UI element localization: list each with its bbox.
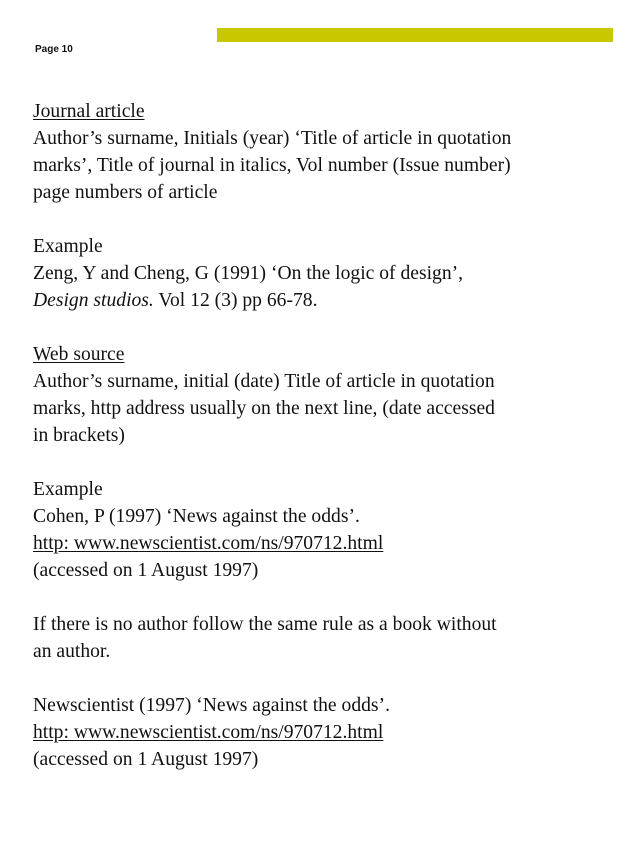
no-author-rule-line: an author. <box>33 641 111 662</box>
web-example-accessed: (accessed on 1 August 1997) <box>33 560 259 581</box>
header-accent-bar <box>217 28 613 42</box>
journal-rule-line: page numbers of article <box>33 182 218 203</box>
journal-example-label: Example <box>33 236 103 257</box>
journal-article-heading: Journal article <box>33 101 145 122</box>
web-rule-line: Author’s surname, initial (date) Title of article in quotation <box>33 371 495 392</box>
journal-example-citation-cont <box>33 287 618 314</box>
no-author-section <box>33 611 618 773</box>
web-example-label: Example <box>33 479 103 500</box>
journal-example-citation: Zeng, Y and Cheng, G (1991) ‘On the logic of design’, <box>33 263 464 284</box>
web-source-heading: Web source <box>33 344 125 365</box>
web-rule-line: in brackets) <box>33 425 125 446</box>
journal-title-italic: Design studios. <box>33 290 154 311</box>
journal-volume-pages: Vol 12 (3) pp 66-78. <box>153 290 318 311</box>
web-example-url-link[interactable]: http: www.newscientist.com/ns/970712.html <box>33 533 384 554</box>
journal-rule-line: marks’, Title of journal in italics, Vol number (Issue number) <box>33 155 511 176</box>
no-author-example-citation: Newscientist (1997) ‘News against the odds’. <box>33 695 390 716</box>
web-source-section <box>33 341 618 584</box>
web-example-citation: Cohen, P (1997) ‘News against the odds’. <box>33 506 360 527</box>
no-author-example-accessed: (accessed on 1 August 1997) <box>33 749 259 770</box>
web-rule-line: marks, http address usually on the next line, (date accessed <box>33 398 495 419</box>
no-author-rule-line: If there is no author follow the same rule as a book without <box>33 614 497 635</box>
journal-rule-line: Author’s surname, Initials (year) ‘Title of article in quotation <box>33 128 512 149</box>
no-author-example-url-link[interactable]: http: www.newscientist.com/ns/970712.html <box>33 722 384 743</box>
journal-article-section <box>33 98 618 314</box>
document-body <box>33 98 618 773</box>
page-number: Page 10 <box>35 44 73 55</box>
